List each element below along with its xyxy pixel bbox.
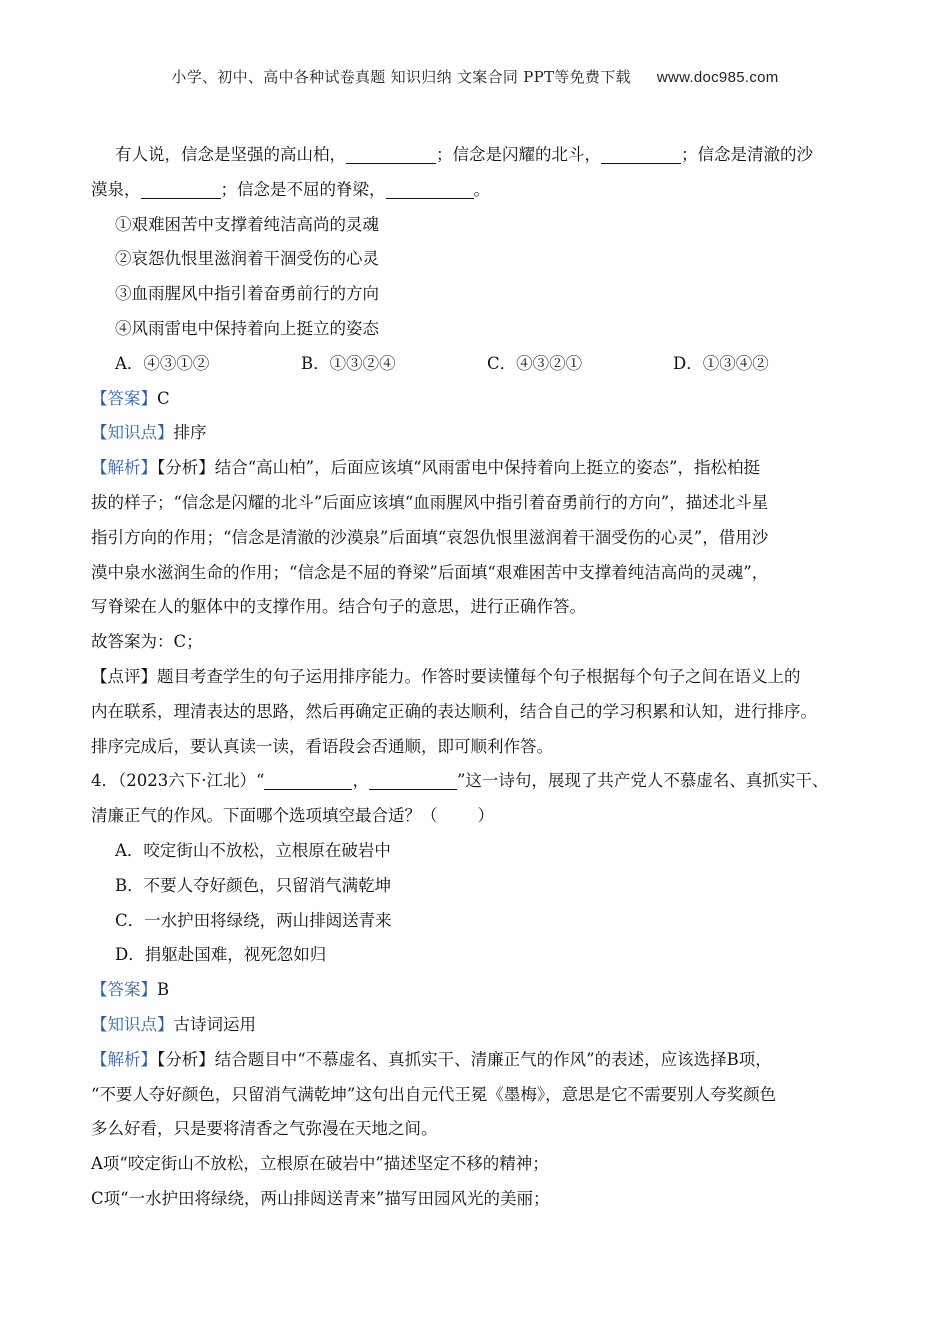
q4-stem-line-1: 4．（2023六下·江北）“ ， ”这一诗句，展现了共产党人不慕虚名、真抓实干、 [91,771,829,791]
q3-comment-line: 排序完成后，要认真读一读，看语段会否通顺，即可顺利作答。 [91,736,553,756]
q3-comment-line: 内在联系，理清表达的思路，然后再确定正确的表达顺利，结合自己的学习积累和认知，进行排序。 [91,701,817,721]
answer-tag: 【答案】 [91,388,157,408]
fill-blank [369,769,457,790]
q3-analysis-line: 指引方向的作用；“信念是清澈的沙漠泉”后面填“哀怨仇恨里滋润着干涸受伤的心灵”，借用沙 [91,527,769,547]
q4-analysis-line: 多么好看，只是要将清香之气弥漫在天地之间。 [91,1119,438,1139]
q4-answer: 【答案】B [91,980,170,1000]
q4-knowledge-point: 【知识点】古诗词运用 [91,1014,256,1034]
q3-knowledge-point: 【知识点】排序 [91,423,207,443]
q3-analysis-line: 拔的样子；“信念是闪耀的北斗”后面应该填“血雨腥风中指引着奋勇前行的方向”，描述北斗星 [91,492,769,512]
question-source: （2023六下·江北） [118,771,256,791]
fill-blank [601,143,681,164]
q3-comment-line: 【点评】题目考查学生的句子运用排序能力。作答时要读懂每个句子根据每个句子之间在语义上的 [91,666,801,686]
header-site[interactable]: www.doc985.com [656,69,779,86]
kp-tag: 【知识点】 [91,1014,174,1034]
header-text: 小学、初中、高中各种试卷真题 知识归纳 文案合同 PPT等免费下载 [171,68,631,86]
q4-option-b: B．不要人夺好颜色，只留消气满乾坤 [115,875,392,895]
fill-blank [264,769,352,790]
analysis-tag: 【解析】 [91,1049,157,1069]
q3-item: ②哀怨仇恨里滋润着干涸受伤的心灵 [115,249,379,269]
q3-analysis-line: 漠中泉水滋润生命的作用；“信念是不屈的脊梁”后面填“艰难困苦中支撑着纯洁高尚的灵魂”， [91,562,769,582]
q3-item: ③血雨腥风中指引着奋勇前行的方向 [115,284,379,304]
q3-stem-line-1: 有人说，信念是坚强的高山柏， ；信念是闪耀的北斗， ；信念是清澈的沙 [115,145,813,164]
fill-blank [346,143,436,164]
q3-option-d: D．①③④② [673,353,769,373]
q3-item: ①艰难困苦中支撑着纯洁高尚的灵魂 [115,214,379,234]
q3-option-a: A．④③①② [115,353,210,373]
q3-analysis-line: 【解析】【分析】结合“高山柏”，后面应该填“风雨雷电中保持着向上挺立的姿态”，指松柏挺 [91,458,760,478]
document-body [91,138,861,1217]
fill-blank [141,178,221,199]
page-header [0,66,950,87]
q3-option-c: C．④③②① [487,353,583,373]
q3-stem-line-2: 漠泉， ；信念是不屈的脊梁， 。 [91,179,490,199]
q3-item: ④风雨雷电中保持着向上挺立的姿态 [115,318,379,338]
fill-blank [386,178,474,199]
q4-analysis-line: C项“一水护田将绿绕，两山排闼送青来”描写田园风光的美丽； [91,1188,550,1208]
q4-option-a: A．咬定街山不放松，立根原在破岩中 [115,840,391,860]
kp-tag: 【知识点】 [91,423,174,443]
q4-analysis-line: 【解析】【分析】结合题目中“不慕虚名、真抓实干、清廉正气的作风”的表述，应该选择B项， [91,1049,772,1069]
q3-options [91,347,861,382]
q4-stem-line-2: 清廉正气的作风。下面哪个选项填空最合适？（ ） [91,806,494,826]
question-number: 4． [91,771,118,791]
analysis-tag: 【解析】 [91,458,157,478]
q4-analysis-line: A项“咬定街山不放松，立根原在破岩中”描述坚定不移的精神； [91,1154,549,1174]
q3-analysis-line: 写脊梁在人的躯体中的支撑作用。结合句子的意思，进行正确作答。 [91,597,586,617]
q4-analysis-line: “不要人夺好颜色，只留消气满乾坤”这句出自元代王冕《墨梅》，意思是它不需要别人夸奖颜色 [91,1084,777,1104]
q3-answer: 【答案】C [91,388,170,408]
q3-analysis-line: 故答案为：C； [91,632,203,652]
q4-option-d: D．捐躯赴国难，视死忽如归 [115,945,327,965]
q4-option-c: C．一水护田将绿绕，两山排闼送青来 [115,910,392,930]
answer-tag: 【答案】 [91,980,157,1000]
q3-option-b: B．①③②④ [301,353,396,373]
